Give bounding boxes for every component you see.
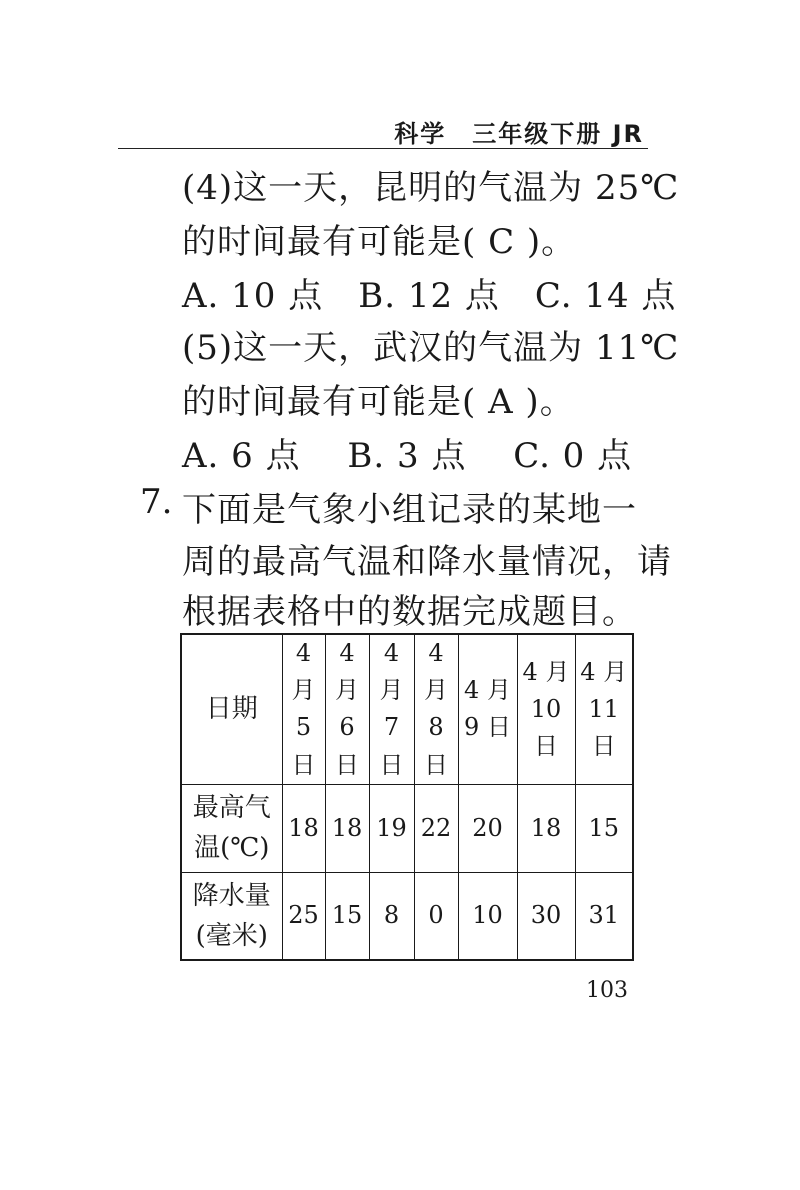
date-row <box>181 634 633 784</box>
date-cell: 4 月 10 日 <box>517 634 575 784</box>
q5-options: A. 6 点 B. 3 点 C. 0 点 <box>182 436 633 476</box>
header-title: 科学 三年级下册 JR <box>394 120 644 148</box>
q4-line2: 的时间最有可能是( C )。 <box>182 222 577 262</box>
rain-cell: 15 <box>325 872 369 960</box>
date-cell: 4 月 11 日 <box>575 634 633 784</box>
date-cell: 4 月 6 日 <box>325 634 369 784</box>
rain-header: 降水量 (毫米) <box>181 872 282 960</box>
weather-table <box>180 633 634 961</box>
date-cell: 4 月 7 日 <box>369 634 414 784</box>
temp-cell: 18 <box>282 784 325 872</box>
q7-number: 7. <box>140 482 173 522</box>
rain-row <box>181 872 633 960</box>
temp-cell: 18 <box>325 784 369 872</box>
q7-line1: 下面是气象小组记录的某地一 <box>182 490 637 530</box>
date-cell: 4 月 9 日 <box>458 634 517 784</box>
temp-cell: 15 <box>575 784 633 872</box>
q5-line2: 的时间最有可能是( A )。 <box>182 382 575 422</box>
q7-line3: 根据表格中的数据完成题目。 <box>182 592 637 632</box>
rain-cell: 31 <box>575 872 633 960</box>
date-cell: 4 月 8 日 <box>414 634 458 784</box>
temp-cell: 22 <box>414 784 458 872</box>
temp-header: 最高气 温(℃) <box>181 784 282 872</box>
q4-options: A. 10 点 B. 12 点 C. 14 点 <box>182 276 677 316</box>
date-cell: 4 月 5 日 <box>282 634 325 784</box>
q7-line2: 周的最高气温和降水量情况，请 <box>182 542 672 582</box>
temp-cell: 19 <box>369 784 414 872</box>
temp-cell: 20 <box>458 784 517 872</box>
rain-cell: 25 <box>282 872 325 960</box>
q5-line1: (5)这一天，武汉的气温为 11℃ <box>182 328 680 368</box>
page-number: 103 <box>586 978 628 1003</box>
q4-line1: (4)这一天，昆明的气温为 25℃ <box>182 168 680 208</box>
rain-cell: 10 <box>458 872 517 960</box>
rain-cell: 0 <box>414 872 458 960</box>
page-header <box>118 108 648 149</box>
temp-cell: 18 <box>517 784 575 872</box>
date-header: 日期 <box>181 634 282 784</box>
rain-cell: 8 <box>369 872 414 960</box>
rain-cell: 30 <box>517 872 575 960</box>
temp-row <box>181 784 633 872</box>
